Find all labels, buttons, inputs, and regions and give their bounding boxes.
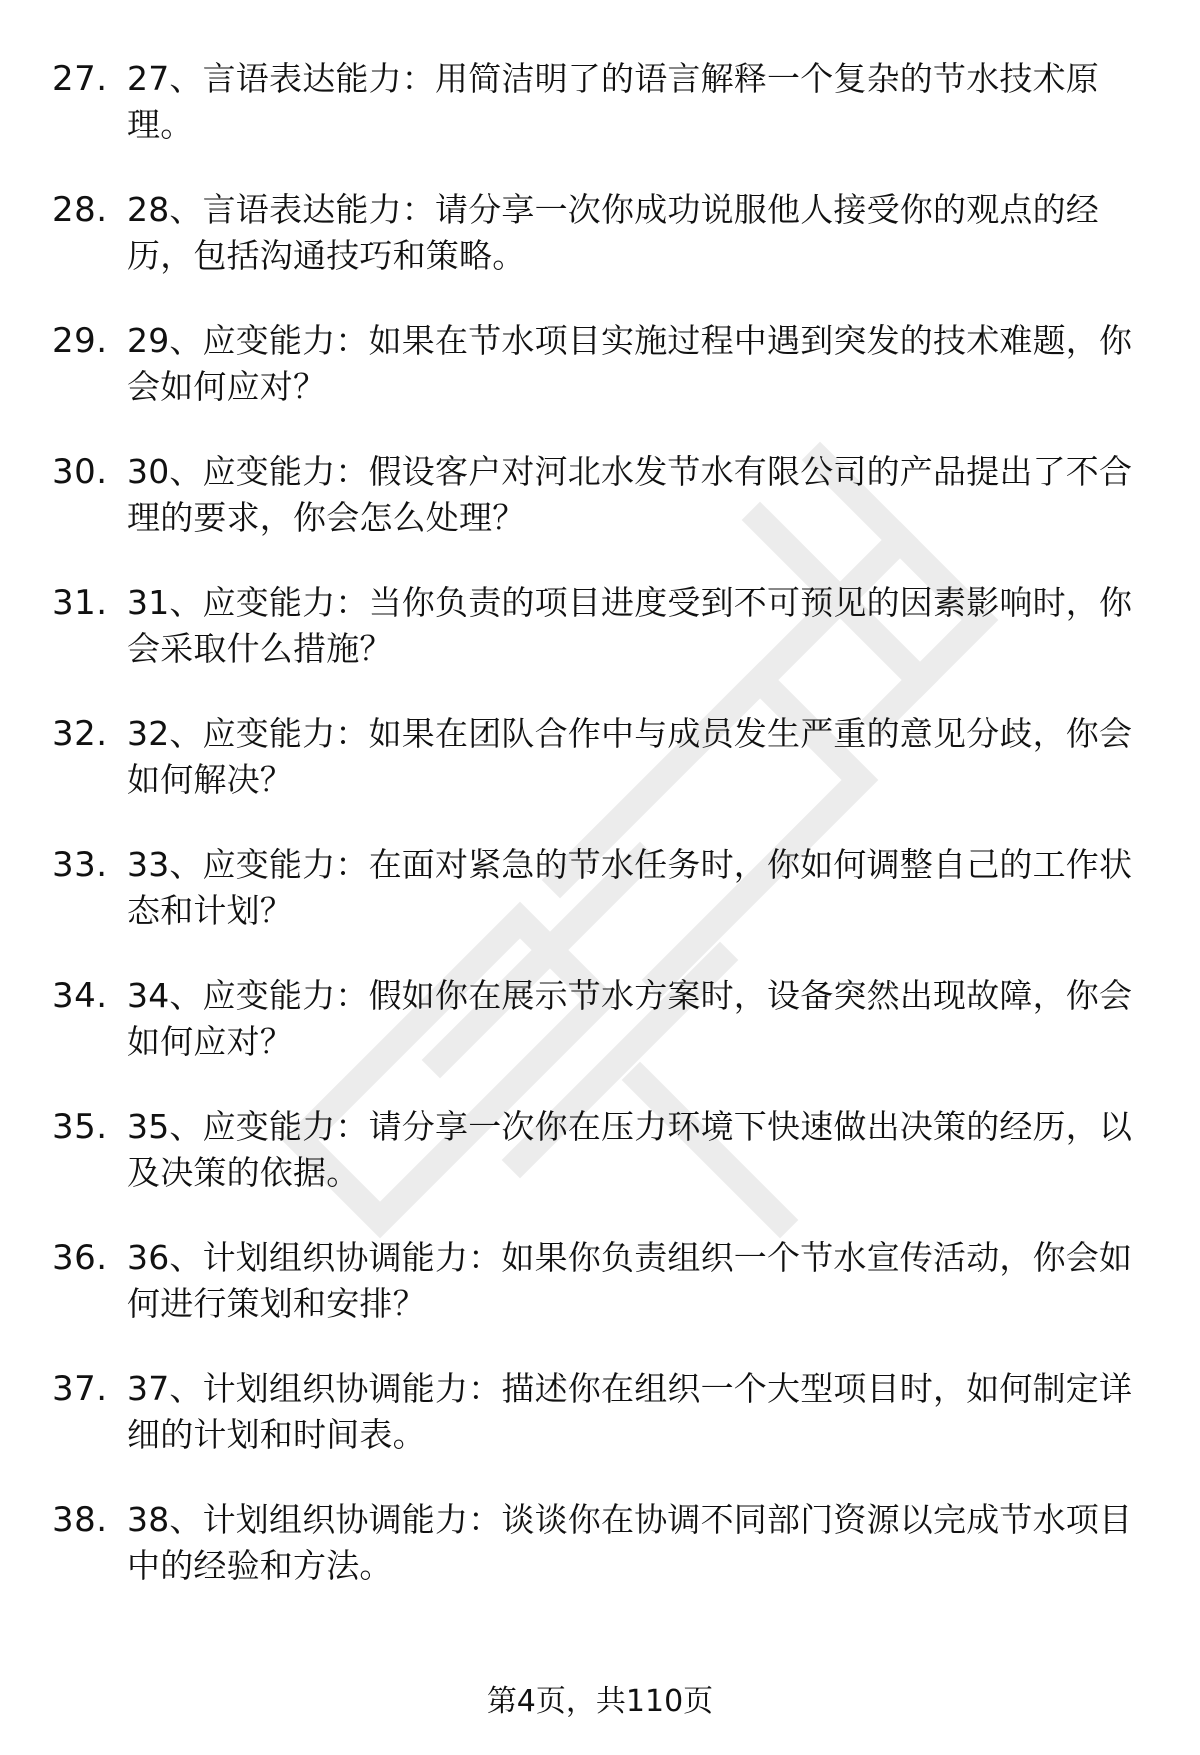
question-number: 37. xyxy=(52,1369,108,1409)
list-item xyxy=(0,842,1200,973)
question-number: 31. xyxy=(52,583,108,623)
question-text: 36、计划组织协调能力：如果你负责组织一个节水宣传活动，你会如何进行策划和安排？ xyxy=(127,1238,1133,1323)
question-text: 38、计划组织协调能力：谈谈你在协调不同部门资源以完成节水项目中的经验和方法。 xyxy=(127,1500,1133,1585)
question-text: 31、应变能力：当你负责的项目进度受到不可预见的因素影响时，你会采取什么措施？ xyxy=(127,583,1133,668)
list-item xyxy=(0,973,1200,1104)
question-text: 32、应变能力：如果在团队合作中与成员发生严重的意见分歧，你会如何解决？ xyxy=(127,714,1133,799)
question-number: 29. xyxy=(52,321,108,361)
page-footer: 第4页，共110页 xyxy=(486,1684,714,1719)
list-item xyxy=(0,1366,1200,1497)
question-number: 27. xyxy=(52,59,108,99)
question-text: 35、应变能力：请分享一次你在压力环境下快速做出决策的经历，以及决策的依据。 xyxy=(127,1107,1133,1192)
question-text: 33、应变能力：在面对紧急的节水任务时，你如何调整自己的工作状态和计划？ xyxy=(127,845,1133,930)
question-text: 28、言语表达能力：请分享一次你成功说服他人接受你的观点的经历，包括沟通技巧和策略。 xyxy=(127,190,1099,275)
question-text: 30、应变能力：假设客户对河北水发节水有限公司的产品提出了不合理的要求，你会怎么处理？ xyxy=(127,452,1133,537)
question-number: 33. xyxy=(52,845,108,885)
question-number: 32. xyxy=(52,714,108,754)
list-item xyxy=(0,1104,1200,1235)
question-text: 37、计划组织协调能力：描述你在组织一个大型项目时，如何制定详细的计划和时间表。 xyxy=(127,1369,1133,1454)
question-number: 28. xyxy=(52,190,108,230)
question-number: 36. xyxy=(52,1238,108,1278)
question-list xyxy=(0,56,1200,1628)
list-item xyxy=(0,187,1200,318)
question-text: 34、应变能力：假如你在展示节水方案时，设备突然出现故障，你会如何应对？ xyxy=(127,976,1133,1061)
question-text: 29、应变能力：如果在节水项目实施过程中遇到突发的技术难题，你会如何应对？ xyxy=(127,321,1133,406)
question-text: 27、言语表达能力：用简洁明了的语言解释一个复杂的节水技术原理。 xyxy=(127,59,1099,144)
list-item xyxy=(0,318,1200,449)
list-item xyxy=(0,449,1200,580)
list-item xyxy=(0,580,1200,711)
list-item xyxy=(0,1497,1200,1628)
list-item xyxy=(0,1235,1200,1366)
list-item xyxy=(0,56,1200,187)
question-number: 35. xyxy=(52,1107,108,1147)
question-number: 30. xyxy=(52,452,108,492)
list-item xyxy=(0,711,1200,842)
question-number: 38. xyxy=(52,1500,108,1540)
question-number: 34. xyxy=(52,976,108,1016)
